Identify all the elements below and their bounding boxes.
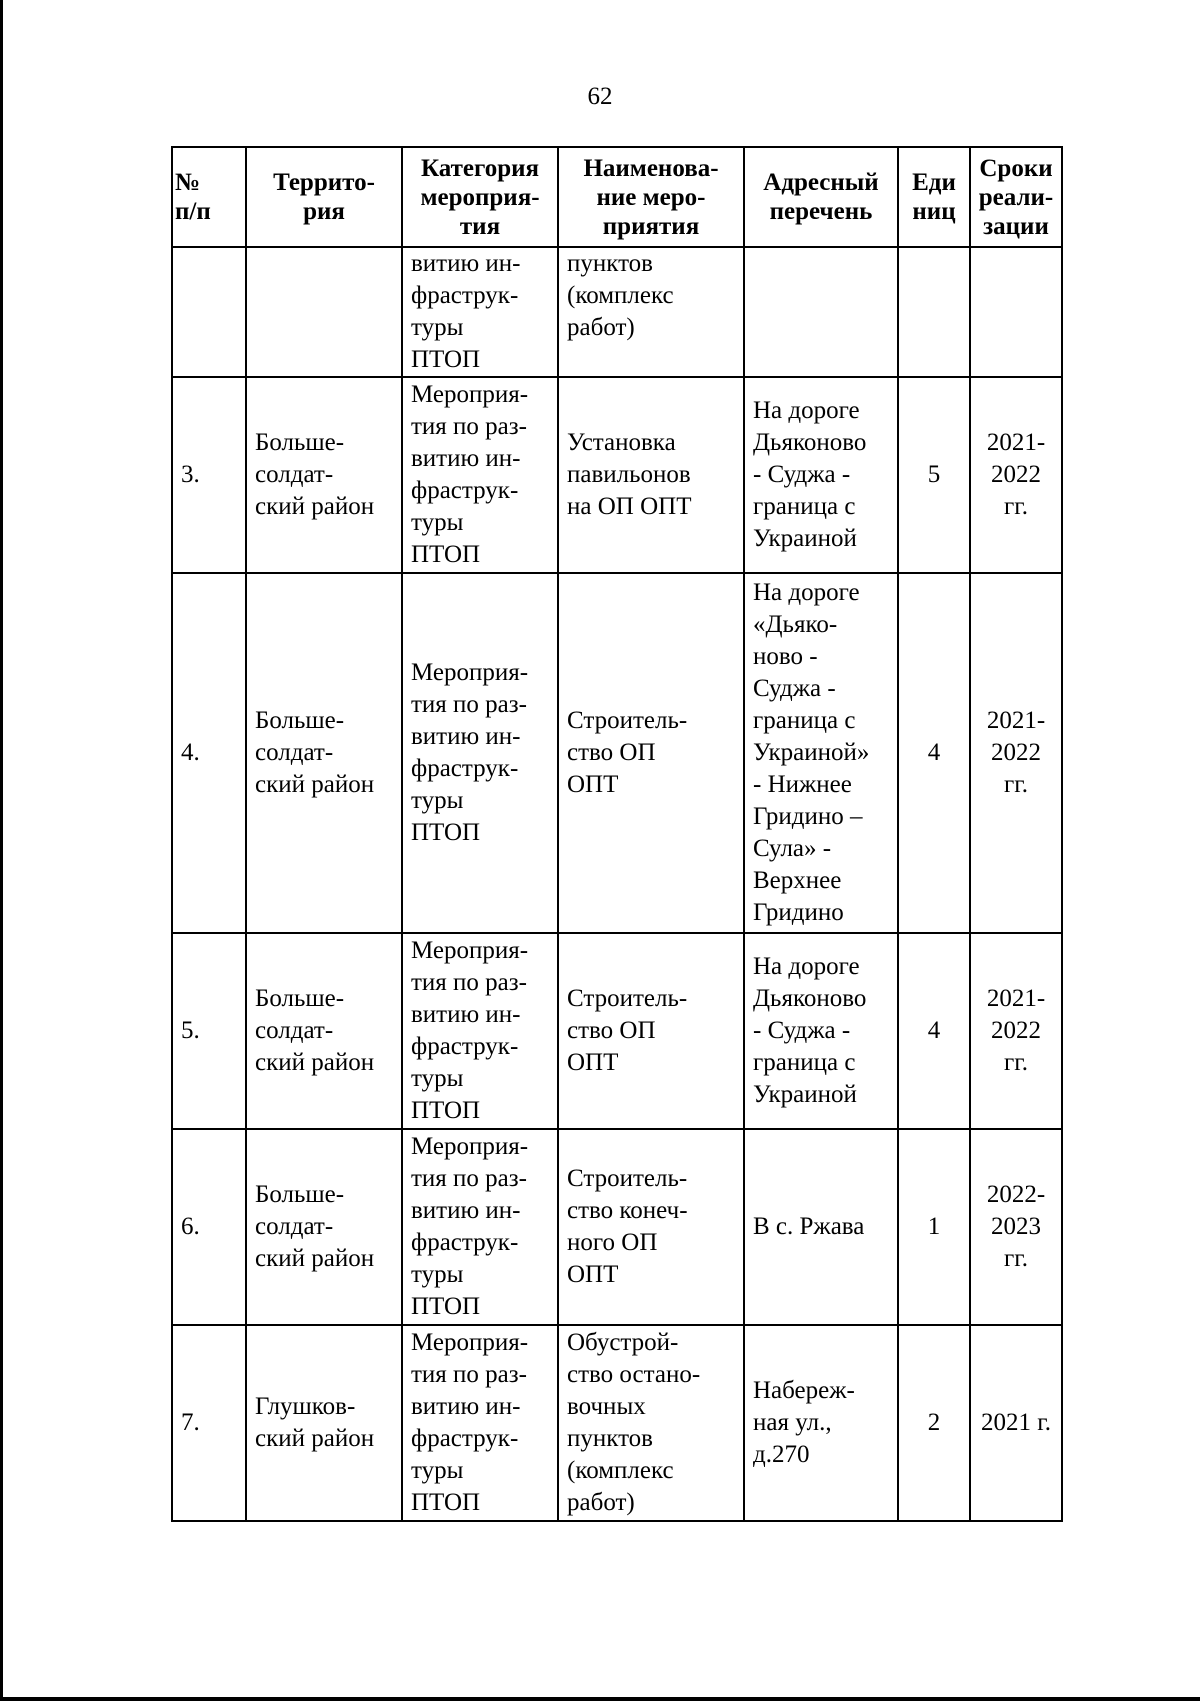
cell-terms: 2022- 2023 гг.	[970, 1129, 1062, 1325]
header-category: Категория мероприя- тия	[402, 147, 558, 247]
cell-num: 6.	[172, 1129, 246, 1325]
cell-address: На дороге Дьяконово - Суджа - граница с Украиной	[744, 933, 898, 1129]
cell-name: Обустрой- ство остано- вочных пунктов (комплекс работ)	[558, 1325, 744, 1521]
cell-category: Мероприя- тия по раз- витию ин- фраструк- туры ПТОП	[402, 573, 558, 933]
cell-category: Мероприя- тия по раз- витию ин- фраструк- туры ПТОП	[402, 377, 558, 573]
cell-name: Строитель- ство ОП ОПТ	[558, 573, 744, 933]
cell-terms: 2021 г.	[970, 1325, 1062, 1521]
header-territory: Террито- рия	[246, 147, 402, 247]
cell-category: Мероприя- тия по раз- витию ин- фраструк- туры ПТОП	[402, 1325, 558, 1521]
table-row	[172, 933, 1062, 1129]
table-row	[172, 377, 1062, 573]
measures-table	[171, 146, 1063, 1522]
cell-units: 5	[898, 377, 970, 573]
cell-territory: Больше- солдат- ский район	[246, 377, 402, 573]
cell-territory	[246, 247, 402, 377]
table-row	[172, 1129, 1062, 1325]
cell-territory: Глушков- ский район	[246, 1325, 402, 1521]
cell-name: пунктов (комплекс работ)	[558, 247, 744, 377]
cell-category: Мероприя- тия по раз- витию ин- фраструк- туры ПТОП	[402, 1129, 558, 1325]
cell-terms	[970, 247, 1062, 377]
page-edge-bottom	[0, 1697, 1200, 1701]
cell-units: 2	[898, 1325, 970, 1521]
cell-address: На дороге Дьяконово - Суджа - граница с Украиной	[744, 377, 898, 573]
cell-category: Мероприя- тия по раз- витию ин- фраструк- туры ПТОП	[402, 933, 558, 1129]
cell-name: Установка павильонов на ОП ОПТ	[558, 377, 744, 573]
cell-num: 3.	[172, 377, 246, 573]
cell-address	[744, 247, 898, 377]
table-row	[172, 247, 1062, 377]
header-address: Адресный перечень	[744, 147, 898, 247]
cell-address: На дороге «Дьяко- ново - Суджа - граница с Украиной» - Нижнее Гридино – Сула» - Верхнее Гридино	[744, 573, 898, 933]
cell-num: 4.	[172, 573, 246, 933]
header-units: Еди ниц	[898, 147, 970, 247]
table-row	[172, 573, 1062, 933]
header-num: № п/п	[172, 147, 246, 247]
cell-num: 7.	[172, 1325, 246, 1521]
cell-num	[172, 247, 246, 377]
cell-name: Строитель- ство ОП ОПТ	[558, 933, 744, 1129]
cell-terms: 2021- 2022 гг.	[970, 933, 1062, 1129]
cell-territory: Больше- солдат- ский район	[246, 573, 402, 933]
cell-name: Строитель- ство конеч- ного ОП ОПТ	[558, 1129, 744, 1325]
cell-terms: 2021- 2022 гг.	[970, 377, 1062, 573]
header-name: Наименова- ние меро- приятия	[558, 147, 744, 247]
table-row	[172, 1325, 1062, 1521]
table-header-row	[172, 147, 1062, 247]
cell-territory: Больше- солдат- ский район	[246, 1129, 402, 1325]
cell-units: 4	[898, 933, 970, 1129]
page-number: 62	[587, 83, 613, 110]
cell-territory: Больше- солдат- ский район	[246, 933, 402, 1129]
page-edge-left	[0, 0, 3, 1701]
cell-units: 4	[898, 573, 970, 933]
cell-address: В с. Ржава	[744, 1129, 898, 1325]
cell-category: витию ин- фраструк- туры ПТОП	[402, 247, 558, 377]
cell-units: 1	[898, 1129, 970, 1325]
cell-num: 5.	[172, 933, 246, 1129]
cell-terms: 2021- 2022 гг.	[970, 573, 1062, 933]
header-terms: Сроки реали- зации	[970, 147, 1062, 247]
cell-address: Набереж- ная ул., д.270	[744, 1325, 898, 1521]
cell-units	[898, 247, 970, 377]
